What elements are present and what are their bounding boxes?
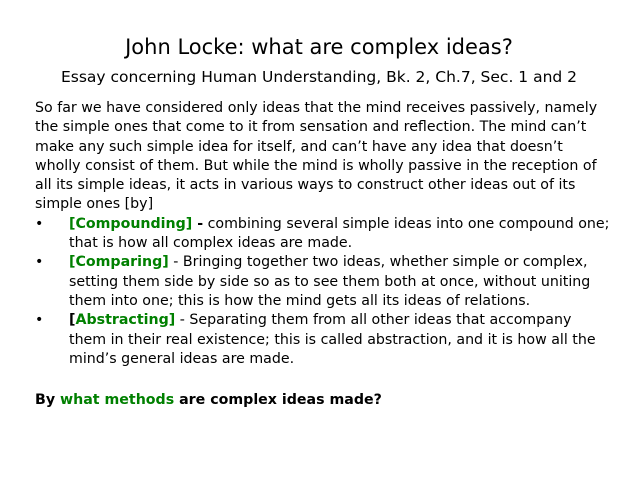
closing-question <box>35 391 610 410</box>
method-term: Abstracting] <box>75 312 176 329</box>
question-start: By <box>35 392 61 409</box>
method-description: - Separating them from all other ideas that accompany them in their real existence; this is called abstraction, and it is how all the mind’s general ideas are made. <box>69 312 596 367</box>
slide-title: John Locke: what are complex ideas? <box>125 35 513 59</box>
method-description: - Bringing together two ideas, whether simple or complex, setting them side by side so as to see them both at once, without uniting them into one; this is how the mind gets all its ideas of relations. <box>69 254 591 309</box>
slide-subtitle: Essay concerning Human Understanding, Bk. 2, Ch.7, Sec. 1 and 2 <box>60 68 578 86</box>
method-term-prefix: [ <box>69 312 76 329</box>
bullet-marker: • <box>35 215 44 232</box>
method-term: [Comparing] <box>69 254 169 271</box>
method-item-comparing <box>35 253 610 311</box>
slide-body <box>35 99 610 410</box>
bullet-marker: • <box>35 254 44 271</box>
method-description: combining several simple ideas into one compound one; that is how all complex ideas are made. <box>69 215 610 252</box>
intro-paragraph: So far we have considered only ideas that the mind receives passively, namely the simple ones that come to it from sensation and reflection. The mind can’t make any such simple idea for itself, and can’t have any idea that doesn’t wholly consist of them. But while the mind is wholly passive in the reception of all its simple ideas, it acts in various ways to construct other ideas out of its simple ones [by] <box>35 100 598 213</box>
method-item-abstracting <box>35 311 610 369</box>
method-term: [Compounding] <box>69 215 193 232</box>
bullet-marker: • <box>35 312 44 329</box>
method-item-compounding <box>35 215 610 254</box>
question-highlight: what methods <box>60 392 175 409</box>
method-dash: - <box>192 215 204 232</box>
question-end: are complex ideas made? <box>174 392 382 409</box>
method-list <box>35 215 610 369</box>
